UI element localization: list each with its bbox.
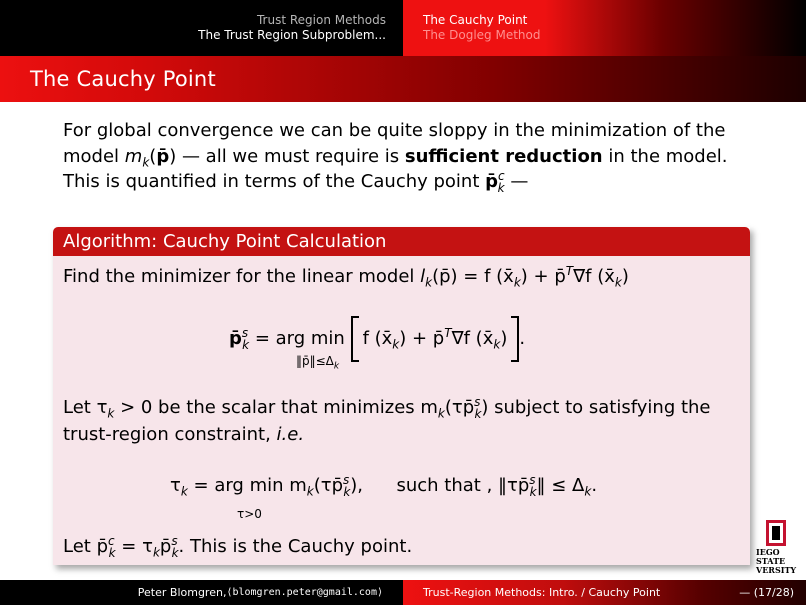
footer-title (403, 580, 806, 605)
intro-cauchy-p: p̄ (485, 171, 499, 192)
footer-author: Peter Blomgren, ⟨blomgren.peter@gmail.com⟩ (0, 580, 403, 605)
footer-email[interactable]: ⟨blomgren.peter@gmail.com⟩ (226, 587, 383, 598)
algorithm-line-2: Let $\tau_k > 0$ be the scalar that minimizes $m_k(\tau p̄^s_k)$ subject to satisfying the (63, 395, 711, 421)
argmin-constraint: $‖p̄‖\le\Delta_k$ (296, 354, 340, 372)
intro-text-4: — (510, 171, 529, 192)
logo-wordmark: IEGO STATE VERSITY (756, 547, 797, 575)
intro-paragraph: For global convergence we can be quite sloppy in the minimization of the model $m_k(p̄)$ — all we must require is sufficient reduction in the model. This is quantified in terms of the Cauchy point p̄$^c_k$ — (63, 120, 728, 195)
algorithm-equation-2: $\tau_k$ = arg $\min m_k(\tau p̄^s_k)$, such that , ‖τp̄$^s_k$‖ ≤ $\Delta_k$. (170, 473, 598, 499)
intro-text-1: For global convergence we can be quite sloppy in the minimization of the model (63, 120, 726, 167)
intro-c: c (498, 169, 505, 183)
header-navigation (0, 0, 806, 56)
intro-k-2: k (497, 180, 505, 195)
nav-section-trust-region-subproblem[interactable]: The Trust Region Subproblem... (198, 28, 386, 42)
algorithm-title: Algorithm: Cauchy Point Calculation (53, 227, 750, 256)
university-logo (756, 518, 802, 575)
logo-emblem-icon (756, 518, 802, 548)
frame-title: The Cauchy Point (30, 67, 216, 91)
nav-subsection-dogleg-method[interactable]: The Dogleg Method (423, 28, 541, 42)
intro-m: m (124, 145, 143, 167)
right-bracket (511, 316, 519, 362)
algorithm-line-1: Find the minimizer for the linear model $l_k(p̄) = f$ $(x̄_k)$ + p̄$^T$∇f $(x̄_k)$ (63, 264, 629, 290)
algorithm-line-4: Let p̄$^c_k$ = $\tau_kp̄^s_k$. This is the Cauchy point. (63, 534, 413, 560)
footer (0, 580, 806, 605)
argmin-tau-constraint: τ>0 (237, 507, 262, 521)
intro-bold-text: sufficient reduction (404, 145, 603, 167)
nav-subsection-cauchy-point[interactable]: The Cauchy Point (423, 13, 528, 27)
intro-p: p̄ (156, 145, 170, 167)
algorithm-body (53, 256, 750, 565)
footer-page-number: — (17/28) (739, 586, 794, 599)
algorithm-line-3: trust-region constraint, i.e. (63, 424, 305, 445)
section-nav (0, 0, 403, 56)
frame-title-bar (0, 56, 806, 102)
algorithm-block (53, 227, 750, 565)
intro-k: k (142, 155, 150, 170)
nav-section-trust-region-methods[interactable]: Trust Region Methods (256, 13, 386, 27)
subsection-nav (403, 0, 806, 56)
algorithm-equation-1: p̄$^s_k$ = arg min f $(x̄_k)$ + p̄$^T$∇f $(x̄_k)$ . (229, 316, 525, 362)
intro-text-3: in the model. This is quantified in terms of the Cauchy point (63, 145, 728, 192)
intro-text-2: — all we must require is (176, 145, 405, 167)
left-bracket (351, 316, 359, 362)
footer-short-title: Trust-Region Methods: Intro. / Cauchy Point (423, 586, 661, 599)
